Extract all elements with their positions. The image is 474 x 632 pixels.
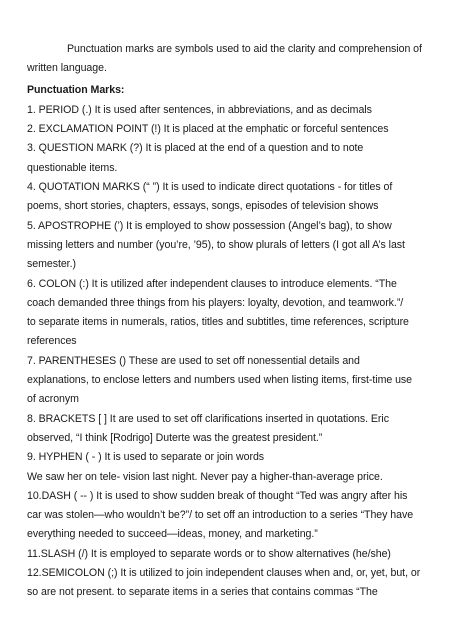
body-text-line: to separate items in numerals, ratios, titles and subtitles, time references, scripture [27, 316, 409, 329]
body-text-line: 6. COLON (:) It is utilized after independent clauses to introduce elements. “The [27, 277, 397, 290]
body-text-line: We saw her on tele- vision last night. Never pay a higher-than-average price. [27, 470, 383, 483]
body-text-line: 9. HYPHEN ( - ) It is used to separate or join words [27, 451, 265, 464]
intro-paragraph-line: written language. [27, 62, 107, 75]
body-text-line: explanations, to enclose letters and numbers used when listing items, first-time use [27, 374, 413, 387]
body-text-line: 7. PARENTHESES () These are used to set off nonessential details and [27, 354, 360, 367]
body-text-line: 2. EXCLAMATION POINT (!) It is placed at the emphatic or forceful sentences [27, 123, 389, 136]
body-text-line: semester.) [27, 258, 76, 271]
document-page [27, 40, 452, 603]
body-text-line: 3. QUESTION MARK (?) It is placed at the end of a question and to note [27, 142, 364, 155]
body-text-line: missing letters and number (you’re, ’95), to show plurals of letters (I got all A’s last [27, 238, 405, 251]
body-text-line: observed, “I think [Rodrigo] Duterte was the greatest president.” [27, 431, 323, 444]
intro-paragraph-line: Punctuation marks are symbols used to aid the clarity and comprehension of [67, 43, 422, 55]
body-text-line: 12.SEMICOLON (;) It is utilized to join independent clauses when and, or, yet, but, or [27, 567, 421, 580]
body-text-line: coach demanded three things from his players: loyalty, devotion, and teamwork.”/ [27, 296, 404, 309]
body-text-line: questionable items. [27, 161, 118, 174]
body-text-line: 4. QUOTATION MARKS (“ ”) It is used to indicate direct quotations - for titles of [27, 181, 393, 194]
body-text-line: 1. PERIOD (.) It is used after sentences, in abbreviations, and as decimals [27, 103, 372, 116]
body-text-line: 11.SLASH (/) It is employed to separate words or to show alternatives (he/she) [27, 547, 391, 560]
body-text-line: 5. APOSTROPHE (’) It is employed to show possession (Angel’s bag), to show [27, 219, 392, 232]
body-text-line: everything needed to succeed—ideas, money, and marketing.” [27, 528, 318, 541]
section-heading: Punctuation Marks: [27, 83, 125, 96]
body-text-line: 8. BRACKETS [ ] It are used to set off clarifications inserted in quotations. Eric [27, 412, 389, 425]
body-text-line: references [27, 335, 77, 348]
body-text-line: of acronym [27, 393, 79, 406]
body-text-line: so are not present. to separate items in a series that contains commas “The [27, 586, 378, 599]
body-text-line: 10.DASH ( -- ) It is used to show sudden break of thought “Ted was angry after his [27, 489, 408, 502]
body-text-line: car was stolen—who wouldn’t be?”/ to set off an introduction to a series “They have [27, 509, 414, 522]
body-text-line: poems, short stories, chapters, essays, songs, episodes of television shows [27, 200, 379, 213]
